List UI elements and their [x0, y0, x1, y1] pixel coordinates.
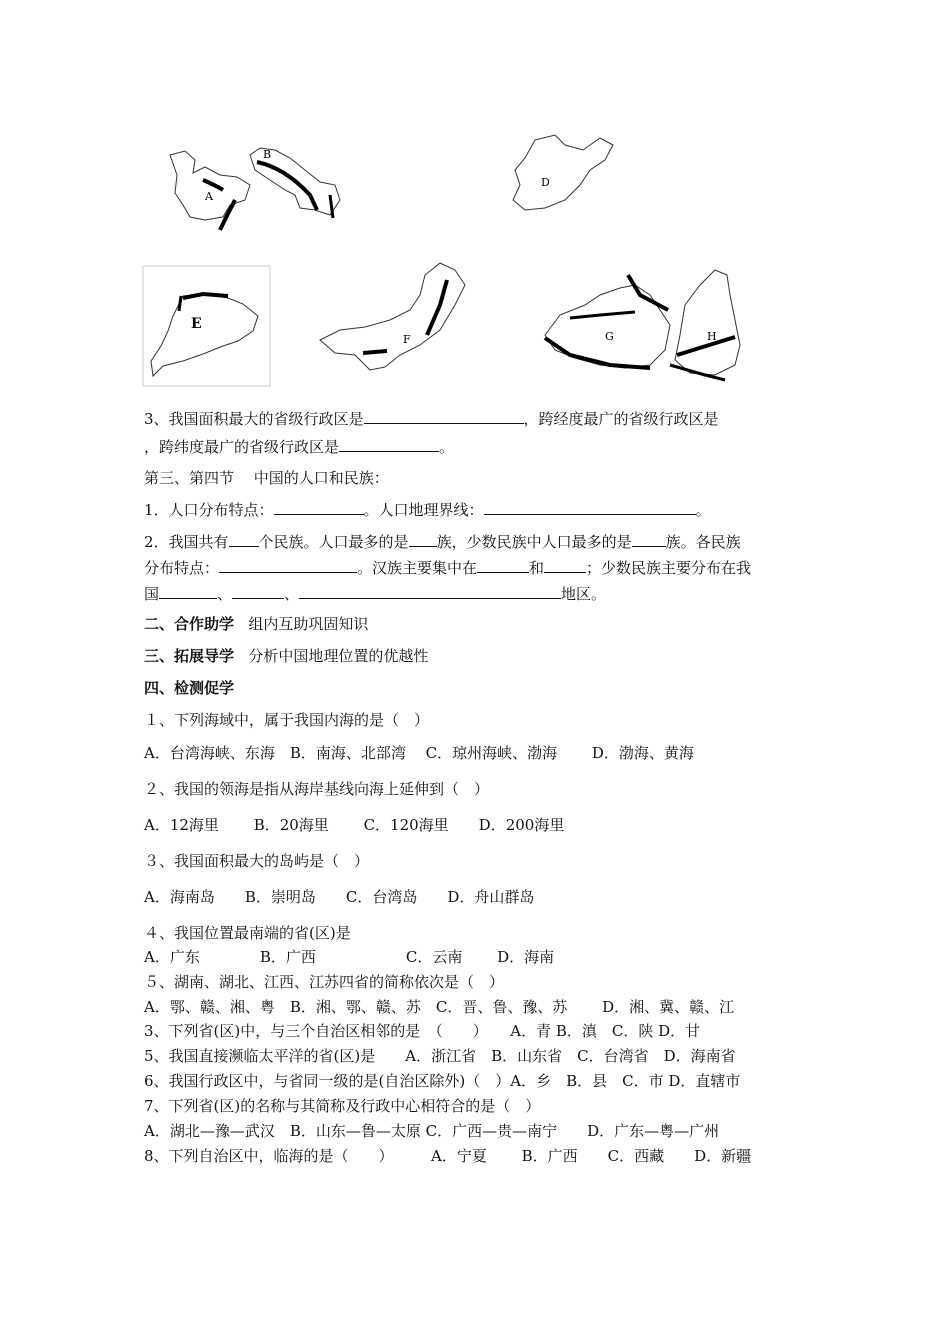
quiz-line: 7、下列省(区)的名称与其简称及行政中心相符合的是（ ）: [144, 1097, 541, 1115]
map-g-xinjiang: [540, 270, 680, 380]
quiz-line: 3、下列省(区)中，与三个自治区相邻的是 （ ） A．青 B．滇 C．陕 D．甘: [144, 1022, 701, 1040]
quiz-line: 5、我国直接濒临太平洋的省(区)是 A．浙江省 B．山东省 C．台湾省 D．海南省: [144, 1047, 736, 1065]
pop-q2-text-7: 和: [529, 559, 545, 577]
pop-q2-sep-2: 、: [284, 585, 300, 603]
pop-q2-text-9: 国: [144, 585, 160, 603]
pop-q2-text-6: 。汉族主要集中在: [357, 559, 478, 577]
quiz-line: A．海南岛 B．崇明岛 C．台湾岛 D．舟山群岛: [144, 888, 535, 906]
map-label-a: A: [205, 190, 213, 203]
map-b-jilin: [245, 140, 345, 225]
pop-q2-blank-8[interactable]: [232, 583, 284, 599]
map-h-xizang: [665, 265, 750, 385]
pop-q2-line2: [144, 557, 751, 578]
quiz-line: ３、我国面积最大的岛屿是（ ）: [144, 852, 370, 870]
map-label-g: G: [605, 330, 614, 343]
q3-text-1: 3、我国面积最大的省级行政区是: [144, 410, 364, 428]
map-label-f: F: [403, 333, 411, 346]
pop-q2-line1: [144, 531, 741, 552]
map-e-guangdong: [143, 266, 270, 386]
quiz-line: A．湖北—豫—武汉 B．山东—鲁—太原 C．广西—贵—南宁 D．广东—粤—广州: [144, 1122, 720, 1140]
q3-end: 。: [439, 438, 455, 456]
pop-q2-text-4: 族。各民族: [665, 533, 741, 551]
q3-text-2: ，跨经度最广的省级行政区是: [523, 410, 719, 428]
population-heading: 第三、第四节 中国的人口和民族：: [144, 469, 389, 487]
pop-q2-blank-3[interactable]: [632, 531, 666, 547]
quiz-line: A．台湾海峡、东海 B．南海、北部湾 C．琼州海峡、渤海 D．渤海、黄海: [144, 744, 694, 762]
pop-q2-blank-2[interactable]: [409, 531, 437, 547]
pop-q2-text-8: ；少数民族主要分布在我: [586, 559, 752, 577]
pop-q1-blank-2[interactable]: [484, 499, 696, 515]
quiz-line: A．广东 B．广西 C．云南 D．海南: [144, 948, 555, 966]
pop-q2-text-2: 个民族。人口最多的是: [258, 533, 409, 551]
section-3-title: 三、拓展导学: [144, 647, 235, 665]
pop-q2-blank-1[interactable]: [229, 531, 259, 547]
map-label-h: H: [707, 330, 717, 343]
map-f-neimenggu: [315, 255, 475, 380]
q3-blank-1[interactable]: [364, 408, 524, 424]
pop-q2-end: 地区。: [561, 585, 607, 603]
q3-text-3: ，跨纬度最广的省级行政区是: [144, 438, 340, 456]
section-3-text: 分析中国地理位置的优越性: [248, 647, 429, 665]
section-4-title: 四、检测促学: [144, 679, 235, 697]
map-label-d: D: [541, 176, 550, 189]
q3-blank-2[interactable]: [339, 436, 379, 452]
pop-q2-blank-6[interactable]: [544, 557, 586, 573]
section-2-title: 二、合作助学: [144, 615, 235, 633]
quiz-line: A．12海里 B．20海里 C．120海里 D．200海里: [144, 816, 565, 834]
pop-q1-text-2: 。人口地理界线：: [363, 501, 484, 519]
quiz-line: １、下列海域中，属于我国内海的是（ ）: [144, 711, 430, 729]
pop-q1-end: 。: [695, 501, 711, 519]
map-label-b: B: [263, 148, 272, 161]
pop-q1-blank-1[interactable]: [274, 499, 364, 515]
q3-line1: [144, 408, 719, 429]
pop-q2-blank-4[interactable]: [219, 557, 357, 573]
quiz-line: A．鄂、赣、湘、粤 B．湘、鄂、赣、苏 C．晋、鲁、豫、苏 D．湘、冀、赣、江: [144, 998, 735, 1016]
section-4: [144, 678, 234, 698]
section-2-text: 组内互助巩固知识: [248, 615, 369, 633]
section-3: [144, 646, 428, 666]
quiz-line: 8、下列自治区中，临海的是（ ） A．宁夏 B．广西 C．西藏 D．新疆: [144, 1147, 752, 1165]
pop-q2-text-1: 2．我国共有: [144, 533, 229, 551]
quiz-line: ５、湖南、湖北、江西、江苏四省的简称依次是（ ）: [144, 973, 505, 991]
pop-q2-line3: [144, 583, 606, 604]
pop-q2-sep-1: 、: [217, 585, 233, 603]
quiz-line: ４、我国位置最南端的省(区)是: [144, 924, 351, 942]
pop-q1: [144, 499, 711, 520]
pop-q2-text-5: 分布特点：: [144, 559, 220, 577]
pop-q2-text-3: 族，少数民族中人口最多的是: [436, 533, 632, 551]
q3-blank-3[interactable]: [379, 436, 439, 452]
quiz-line: ２、我国的领海是指从海岸基线向海上延伸到（ ）: [144, 780, 490, 798]
quiz-line: 6、我国行政区中，与省同一级的是(自治区除外)（ ）A．乡 B．县 C．市 D．直辖市: [144, 1072, 741, 1090]
pop-q1-text-1: 1．人口分布特点：: [144, 501, 274, 519]
q3-line2: [144, 436, 454, 457]
map-a-heilongjiang: [165, 145, 255, 235]
pop-q2-blank-7[interactable]: [159, 583, 217, 599]
pop-q2-blank-9[interactable]: [299, 583, 561, 599]
map-d-shandong: [505, 130, 620, 215]
pop-q2-blank-5[interactable]: [477, 557, 529, 573]
section-2: [144, 614, 368, 634]
map-label-e: E: [191, 316, 202, 332]
